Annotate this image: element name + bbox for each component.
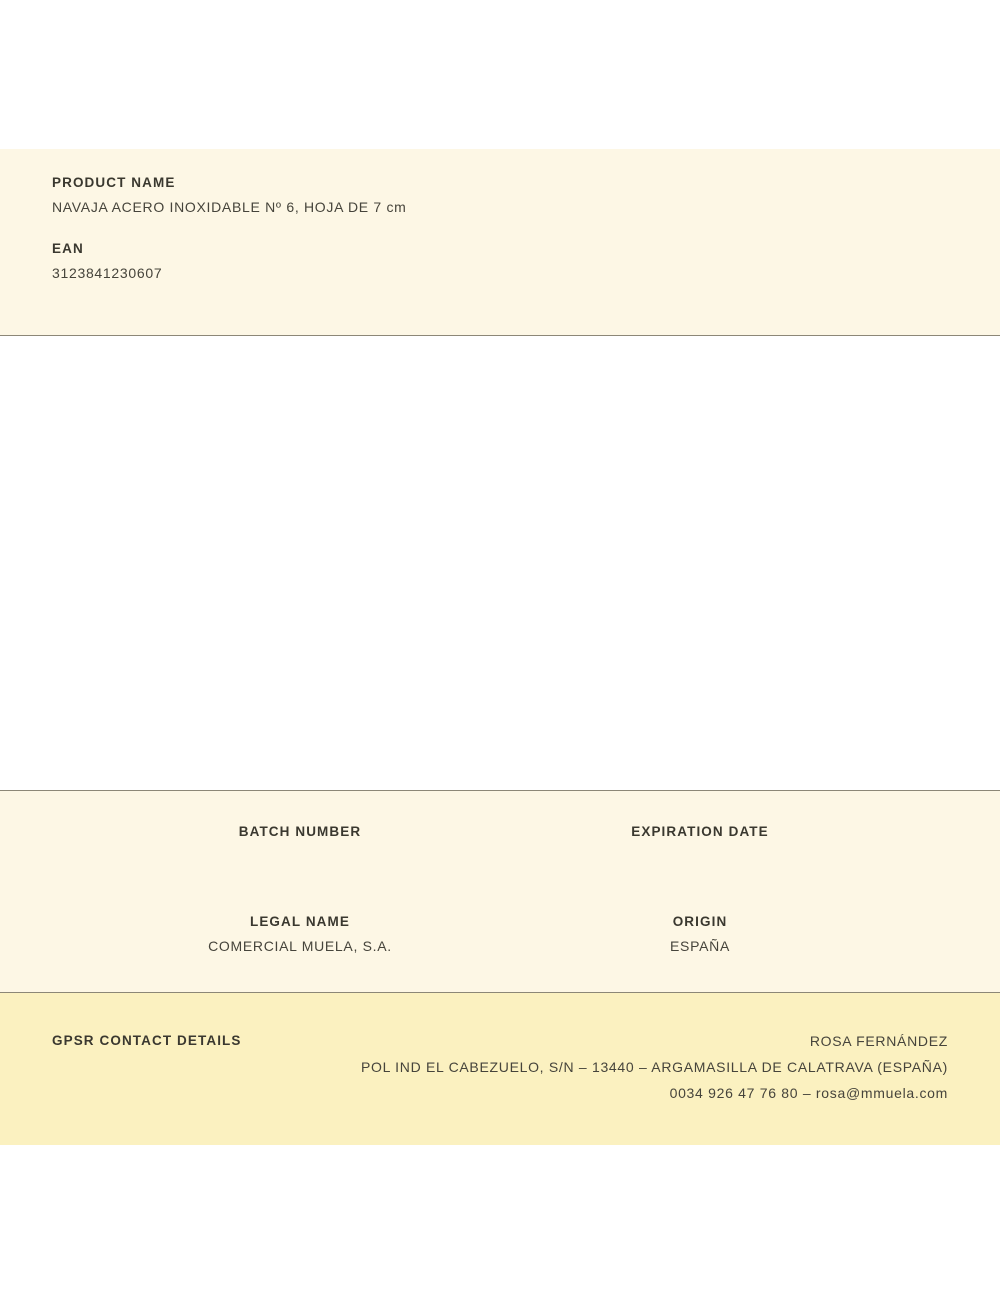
batch-number-value	[150, 848, 450, 865]
legal-name-field	[150, 914, 450, 955]
gpsr-contact-block	[0, 993, 1000, 1145]
legal-name-label: LEGAL NAME	[249, 914, 350, 929]
expiration-date-value	[560, 848, 840, 865]
blank-content-area	[0, 336, 1000, 790]
origin-label: ORIGIN	[672, 914, 728, 929]
ean-value: 3123841230607	[52, 265, 163, 281]
batch-number-label: BATCH NUMBER	[238, 824, 362, 839]
gpsr-contact-address: POL IND EL CABEZUELO, S/N – 13440 – ARGAMASILLA DE CALATRAVA (ESPAÑA)	[361, 1058, 948, 1075]
batch-origin-block	[0, 790, 1000, 993]
gpsr-contact-phone-email: 0034 926 47 76 80 – rosa@mmuela.com	[669, 1084, 948, 1101]
origin-value: ESPAÑA	[670, 938, 730, 954]
legal-name-value: COMERCIAL MUELA, S.A.	[208, 938, 392, 954]
ean-label: EAN	[52, 241, 84, 256]
origin-field	[560, 914, 840, 955]
batch-number-field	[150, 824, 450, 865]
gpsr-contact-label: GPSR CONTACT DETAILS	[52, 1033, 242, 1048]
product-info-block	[0, 149, 1000, 336]
expiration-date-field	[560, 824, 840, 865]
gpsr-contact-lines	[361, 1029, 948, 1107]
ean-field	[52, 241, 948, 281]
product-name-field	[52, 175, 948, 215]
expiration-date-label: EXPIRATION DATE	[631, 824, 769, 839]
product-name-value: NAVAJA ACERO INOXIDABLE Nº 6, HOJA DE 7 cm	[52, 199, 407, 215]
product-name-label: PRODUCT NAME	[52, 175, 176, 190]
gpsr-contact-name: ROSA FERNÁNDEZ	[809, 1033, 948, 1049]
